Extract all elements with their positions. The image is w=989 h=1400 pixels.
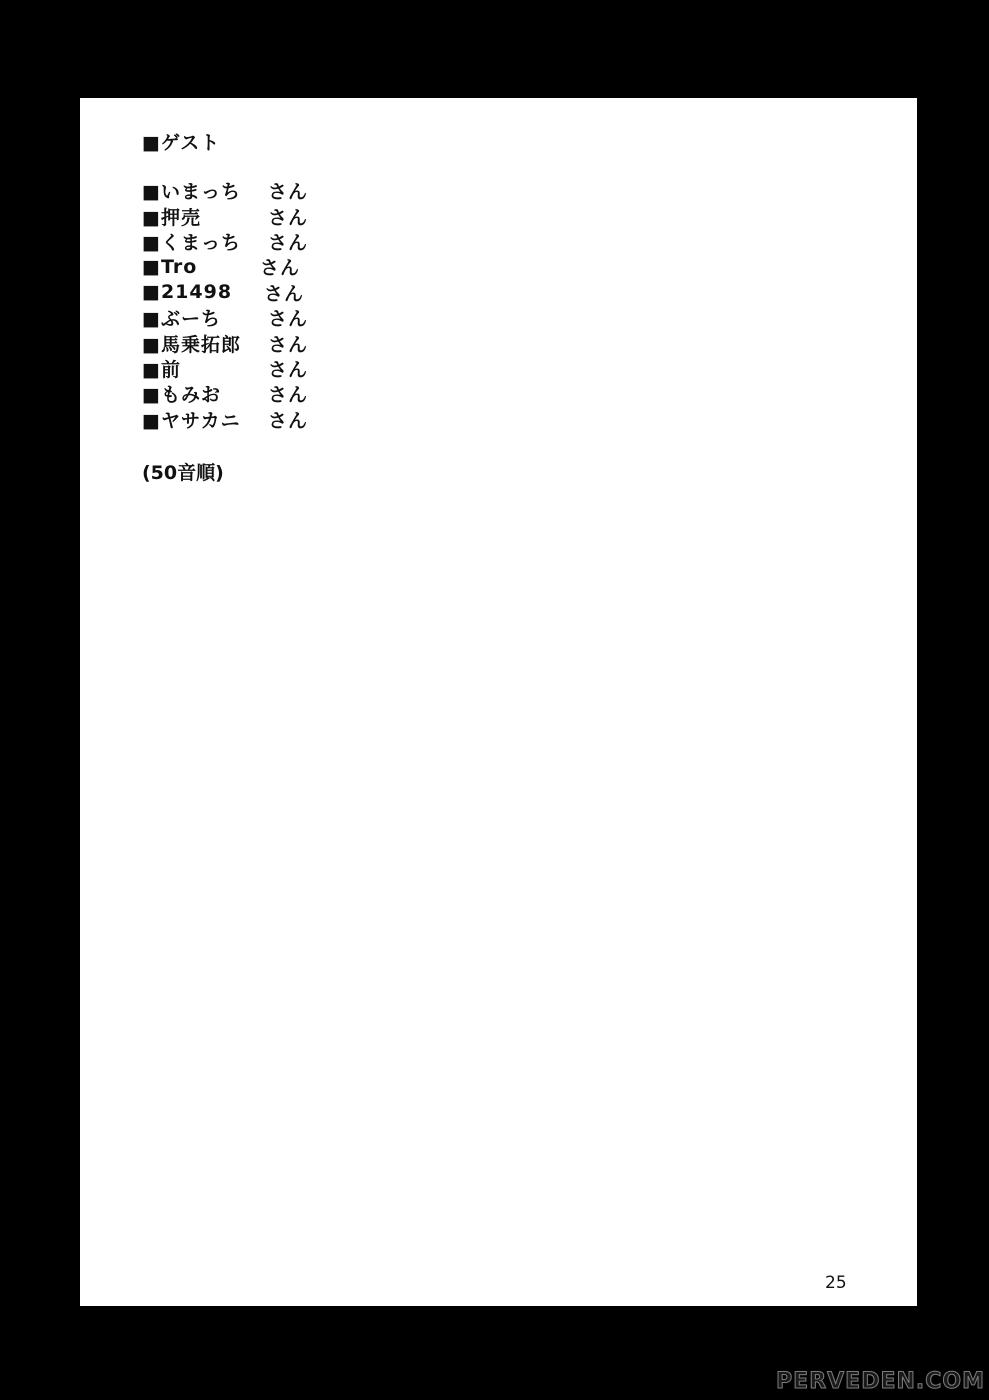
guest-honorific: さん <box>260 257 301 280</box>
document-page <box>80 98 917 1306</box>
guest-row <box>142 254 308 279</box>
guest-row <box>142 280 308 305</box>
guest-name: ■ヤサカニ <box>142 409 241 432</box>
guest-heading: ■ゲスト <box>142 132 221 154</box>
guest-row <box>142 356 308 381</box>
guest-honorific: さん <box>268 231 309 254</box>
guest-name: ■いまっち <box>142 181 241 204</box>
guest-honorific: さん <box>268 358 309 381</box>
guest-name: ■ぶーち <box>142 308 221 331</box>
guest-list <box>142 178 308 432</box>
guest-honorific: さん <box>268 308 309 331</box>
guest-honorific: さん <box>268 384 309 407</box>
sort-order-note: (50音順) <box>142 462 224 484</box>
guest-row <box>142 305 308 330</box>
guest-name: ■21498 <box>142 281 233 304</box>
guest-name: ■もみお <box>142 384 221 407</box>
guest-row <box>142 330 308 355</box>
guest-name: ■前 <box>142 358 181 381</box>
guest-honorific: さん <box>268 409 309 432</box>
guest-row <box>142 178 308 203</box>
site-watermark: PERVEDEN.COM <box>776 1369 985 1394</box>
guest-name: ■くまっち <box>142 231 241 254</box>
guest-row <box>142 203 308 228</box>
guest-honorific: さん <box>268 333 309 356</box>
guest-honorific: さん <box>264 282 305 305</box>
guest-honorific: さん <box>268 181 309 204</box>
guest-row <box>142 381 308 406</box>
guest-name: ■押売 <box>142 206 201 229</box>
page-number: 25 <box>825 1273 847 1293</box>
guest-row <box>142 407 308 432</box>
guest-name: ■馬乗拓郎 <box>142 333 241 356</box>
guest-name: ■Tro <box>142 255 198 278</box>
guest-row <box>142 229 308 254</box>
guest-honorific: さん <box>268 206 309 229</box>
